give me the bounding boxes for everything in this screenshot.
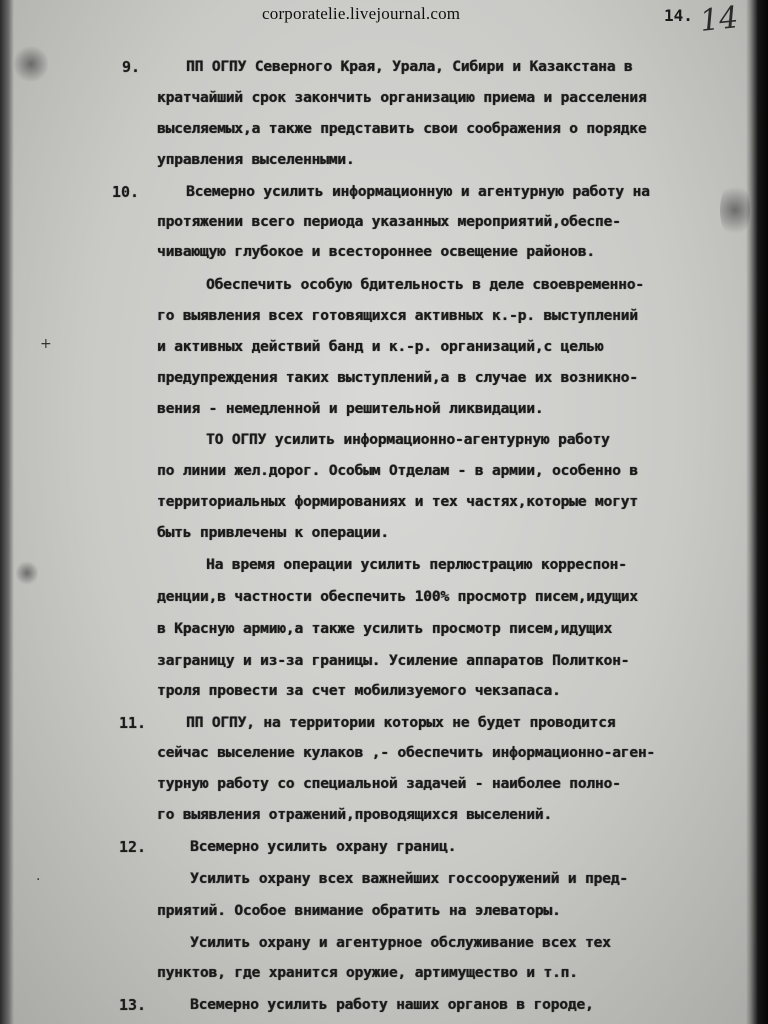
item-number: 13. <box>119 996 147 1014</box>
text-line: по линии жел.дорог. Особым Отделам - в армии, особенно в <box>157 462 638 479</box>
stray-mark: + <box>40 336 52 352</box>
page-number: 14. <box>664 6 693 25</box>
text-line: предупреждения таких выступлений,а в случае их возникно- <box>157 369 638 386</box>
text-line: заграницу и из-за границы. Усиление аппаратов Политкон- <box>157 652 630 669</box>
text-line: турную работу со специальной задачей - наиболее полно- <box>157 775 621 792</box>
text-line: троля провести за счет мобилизуемого чекзапаса. <box>157 682 561 699</box>
text-line: быть привлечены к операции. <box>157 524 389 541</box>
text-line: ПП ОГПУ Северного Края, Урала, Сибири и Казакстана в <box>186 58 633 75</box>
text-line: го выявления отражений,проводящихся выселений. <box>157 806 552 823</box>
item-number: 9. <box>122 58 141 76</box>
text-line: чивающую глубокое и всестороннее освещение районов. <box>157 243 595 260</box>
text-line: денции,в частности обеспечить 100% просмотр писем,идущих <box>157 588 638 605</box>
text-line: пунктов, где хранится оружие, артимущество и т.п. <box>157 964 578 981</box>
text-line: Усилить охрану всех важнейших госсооружений и пред- <box>190 870 628 887</box>
text-line: го выявления всех готовящихся активных к.-р. выступлений <box>157 307 638 324</box>
text-line: в Красную армию,а также усилить просмотр писем,идущих <box>157 620 613 637</box>
text-line: и активных действий банд и к.-р. организаций,с целью <box>157 338 604 355</box>
text-line: Усилить охрану и агентурное обслуживание всех тех <box>190 934 611 951</box>
text-line: кратчайший срок закончить организацию приема и расселения <box>157 89 647 106</box>
text-line: выселяемых,а также представить свои соображения о порядке <box>157 120 647 137</box>
text-line: Обеспечить особую бдительность в деле своевременно- <box>206 276 644 293</box>
text-line: управления выселенными. <box>157 151 355 168</box>
smudge <box>720 180 750 240</box>
watermark: corporatelie.livejournal.com <box>262 4 461 23</box>
smudge <box>14 44 48 84</box>
text-line: ПП ОГПУ, на территории которых не будет проводится <box>186 714 616 731</box>
smudge <box>16 560 38 586</box>
stray-mark: · <box>36 872 41 888</box>
text-line: ТО ОГПУ усилить информационно-агентурную работу <box>206 431 610 448</box>
film-edge-left <box>0 0 14 1024</box>
text-line: На время операции усилить перлюстрацию корреспон- <box>206 556 627 573</box>
text-line: приятий. Особое внимание обратить на элеваторы. <box>157 902 561 919</box>
text-line: Всемерно усилить работу наших органов в городе, <box>190 996 594 1013</box>
text-line: протяжении всего периода указанных мероприятий,обеспе- <box>157 213 621 230</box>
text-line: территориальных формированиях и тех частях,которые могут <box>157 493 638 510</box>
handwritten-page-number: 14 <box>698 0 740 39</box>
text-line: вения - немедленной и решительной ликвидации. <box>157 400 544 417</box>
text-line: сейчас выселение кулаков ,- обеспечить информационно-аген- <box>157 744 655 761</box>
item-number: 12. <box>119 838 147 856</box>
item-number: 11. <box>119 714 147 732</box>
item-number: 10. <box>112 183 140 201</box>
text-line: Всемерно усилить информационную и агентурную работу на <box>186 183 650 200</box>
text-line: Всемерно усилить охрану границ. <box>190 838 457 855</box>
film-edge-right <box>746 0 768 1024</box>
